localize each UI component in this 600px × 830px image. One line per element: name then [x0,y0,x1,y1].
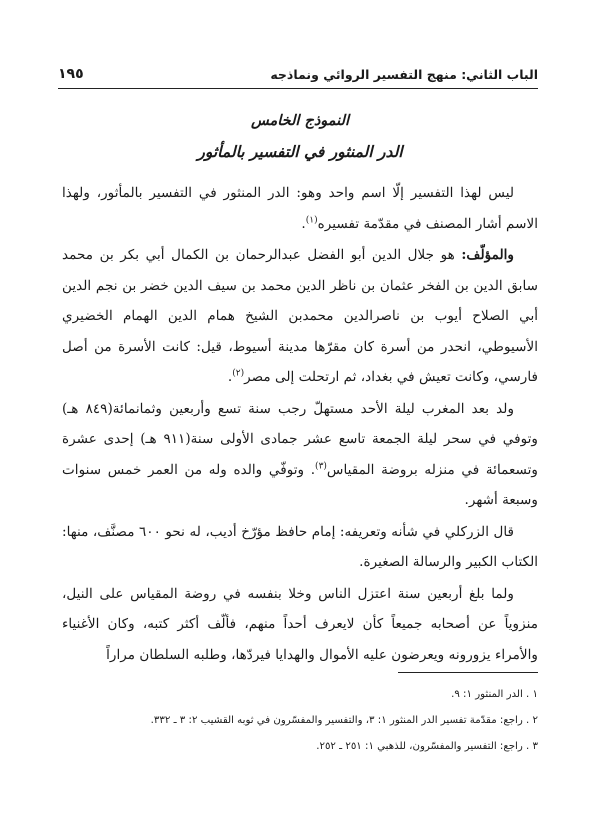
running-header [58,60,538,89]
footnote-divider [398,672,538,673]
paragraph-2-text: هو جلال الدين أبو الفضل عبدالرحمان بن الكمال أبي بكر بن محمد سابق الدين بن الفخر عثمان بن ناظر الدين محمد بن سيف الدين خضر بن نجم الدين أبي الصلاح أيوب بن ناصرالدين محمدبن الشيخ همام الدين الهمام الخضيري الأسيوطي، انحدر من أسرة كان مقرّها مدينة أسيوط، قيل: كانت الأسرة من أصل فارسي، وكانت تعيش في بغداد، ثم ارتحلت إلى مصر [62,247,538,385]
paragraph-5: ولما بلغ أربعين سنة اعتزل الناس وخلا بنفسه في روضة المقياس على النيل، منزوياً عن أصحابه جميعاً كأن لايعرف أحداً منهم، فألّف أكثر كتبه، وكان الأغنياء والأمراء يزورونه ويعرضون عليه الأموال والهدايا فيردّها، وطلبه السلطان مراراً [62,585,538,663]
footnote-1: ١ . الدر المنثور ١: ٩. [451,689,538,700]
paragraph-3 [62,394,538,516]
footnote-ref-1: (١) [305,214,318,225]
body-text [62,178,538,670]
paragraph-4: قال الزركلي في شأنه وتعريفه: إمام حافظ مؤرّخ أديب، له نحو ٦٠٠ مصنَّف، منها: الكتاب الكبير والرسالة الصغيرة. [62,523,538,570]
paragraph-1 [62,178,538,239]
section-subtitle: الدر المنثور في التفسير بالمأثور [197,143,403,161]
paragraph-2 [62,240,538,393]
footnotes [62,682,538,760]
author-label: والمؤلّف: [461,247,514,263]
section-title: النموذج الخامس [250,113,350,129]
paragraph-3-end: . وتوفّي والده وله من العمر خمس سنوات وسبعة أشهر. [62,461,538,508]
paragraph-1-end: . [301,215,306,232]
footnote-ref-2: (٢) [232,368,245,379]
footnote-3: ٣ . راجع: التفسير والمفسّرون، للذهبي ١: ٢٥١ ـ ٢٥٢. [316,741,538,752]
paragraph-3-text: ولد بعد المغرب ليلة الأحد مستهلّ رجب سنة تسع وأربعين وثمانمائة(٨٤٩ هـ) وتوفي في سحر ليلة الجمعة تاسع عشر جمادى الأولى سنة(٩١١ هـ) إحدى عشرة وتسعمائة في منزله بروضة المقياس [62,400,538,478]
footnote-2: ٢ . راجع: مقدّمة تفسير الدر المنثور ١: ٣، والتفسير والمفسّرون في ثوبه القشيب ٢: ٣ ـ ٣٣٢. [150,715,538,726]
chapter-title: الباب الثاني: منهج التفسير الروائي ونماذجه [270,67,538,82]
page-number: ١٩٥ [58,66,84,82]
paragraph-2-end: . [227,369,233,385]
footnote-ref-3: (٣) [315,460,327,471]
paragraph-1-text: ليس لهذا التفسير إلّا اسم واحد وهو: الدر المنثور في التفسير بالمأثور، ولهذا الاسم أشار المصنف في مقدّمة تفسيره [62,185,538,232]
